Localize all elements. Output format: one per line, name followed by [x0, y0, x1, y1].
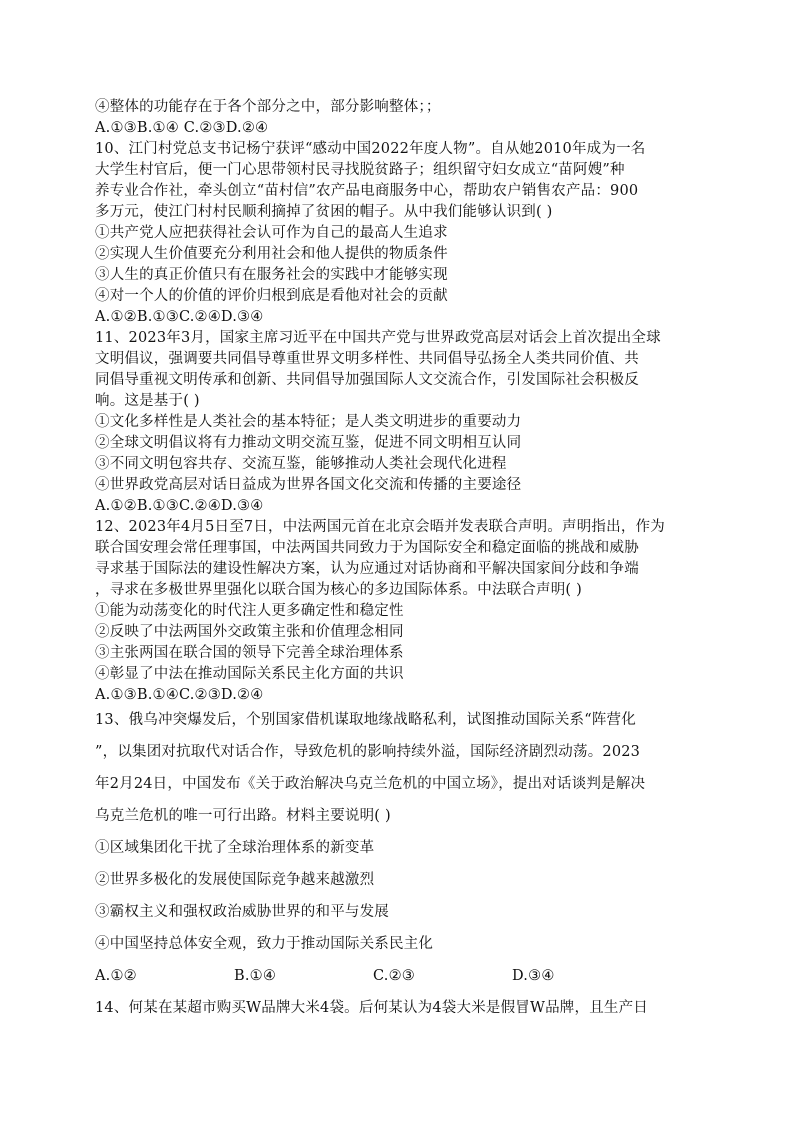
statement-4: ④中国坚持总体安全观，致力于推动国际关系民主化 [95, 936, 434, 952]
text-line: 大学生村官后，便一门心思带领村民寻找脱贫路子；组织留守妇女成立“苗阿嫂”种 [95, 162, 625, 178]
text-line: 联合国安理会常任理事国，中法两国共同致力于为国际安全和稳定面临的挑战和威胁 [95, 540, 639, 556]
statement-2: ②全球文明倡议将有力推动文明交流互鉴，促进不同文明相互认同 [95, 435, 522, 451]
answer-options: A.①②B.①③C.②④D.③④ [95, 309, 264, 325]
statement-1: ①区域集团化干扰了全球治理体系的新变革 [95, 840, 375, 856]
statement-2: ②反映了中法两国外交政策主张和价值理念相同 [95, 624, 404, 640]
option-d: D.③④ [512, 968, 555, 984]
text-line: 同倡导重视文明传承和创新、共同倡导加强国际人文交流合作，引发国际社会积极反 [95, 372, 639, 388]
text-line: 文明倡议，强调要共同倡导尊重世界文明多样性、共同倡导弘扬全人类共同价值、共 [95, 351, 639, 367]
answer-options [95, 966, 555, 986]
statement-3: ③人生的真正价值只有在服务社会的实践中才能够实现 [95, 267, 448, 283]
question-12: 12、2023年4月5日至7日，中法两国元首在北京会晤并发表联合声明。声明指出，作为 [95, 519, 665, 535]
text-line: 寻求基于国际法的建设性解决方案，认为应通过对话协商和平解决国家间分歧和争端 [95, 561, 639, 577]
statement-4: ④对一个人的价值的评价归根到底是看他对社会的贡献 [95, 288, 448, 304]
statement-4: ④世界政党高层对话日益成为世界各国文化交流和传播的主要途径 [95, 477, 522, 493]
statement-2: ②世界多极化的发展使国际竞争越来越激烈 [95, 872, 375, 888]
statement-1: ①文化多样性是人类社会的基本特征；是人类文明进步的重要动力 [95, 414, 522, 430]
question-14: 14、何某在某超市购买W品牌大米4袋。后何某认为4袋大米是假冒W品牌，且生产日 [95, 1000, 649, 1016]
answer-options: A.①②B.①③C.②④D.③④ [95, 498, 264, 514]
statement-2: ②实现人生价值要充分利用社会和他人提供的物质条件 [95, 246, 448, 262]
statement-1: ①共产党人应把获得社会认可作为自己的最高人生追求 [95, 225, 448, 241]
statement-1: ①能为动荡变化的时代注人更多确定性和稳定性 [95, 603, 404, 619]
statement-3: ③不同文明包容共存、交流互鉴，能够推动人类社会现代化进程 [95, 456, 507, 472]
question-13: 13、俄乌冲突爆发后，个别国家借机谋取地缘战略私利，试图推动国际关系“阵营化 [95, 712, 636, 728]
option-c: C.②③ [373, 968, 415, 984]
text-line: ，寻求在多极世界里强化以联合国为核心的多边国际体系。中法联合声明( ) [95, 582, 582, 598]
question-11: 11、2023年3月，国家主席习近平在中国共产党与世界政党高层对话会上首次提出全球 [95, 330, 661, 346]
text-line: 年2月24日，中国发布《关于政治解决乌克兰危机的中国立场》，提出对话谈判是解决 [95, 776, 646, 792]
text-line: ④整体的功能存在于各个部分之中，部分影响整体；； [95, 99, 441, 115]
answer-options: A.①③B.①④ C.②③D.②④ [95, 120, 269, 136]
text-line: 养专业合作社，牵头创立“苗村信”农产品电商服务中心，帮助农户销售农产品：900 [95, 183, 639, 199]
option-a: A.①② [95, 968, 137, 984]
question-10: 10、江门村党总支书记杨宁获评“感动中国2022年度人物”。自从她2010年成为一名 [95, 141, 646, 157]
text-line: ”，以集团对抗取代对话合作，导致危机的影响持续外溢，国际经济剧烈动荡。2023 [95, 744, 641, 760]
statement-3: ③主张两国在联合国的领导下完善全球治理体系 [95, 645, 404, 661]
text-line: 乌克兰危机的唯一可行出路。材料主要说明( ) [95, 808, 391, 824]
statement-3: ③霸权主义和强权政治威胁世界的和平与发展 [95, 904, 389, 920]
text-line: 响。这是基于( ) [95, 393, 200, 409]
text-line: 多万元，使江门村村民顺利摘掉了贫困的帽子。从中我们能够认识到( ) [95, 204, 553, 220]
answer-options: A.①③B.①④C.②③D.②④ [95, 687, 264, 703]
option-b: B.①④ [234, 968, 277, 984]
statement-4: ④彰显了中法在推动国际关系民主化方面的共识 [95, 666, 404, 682]
